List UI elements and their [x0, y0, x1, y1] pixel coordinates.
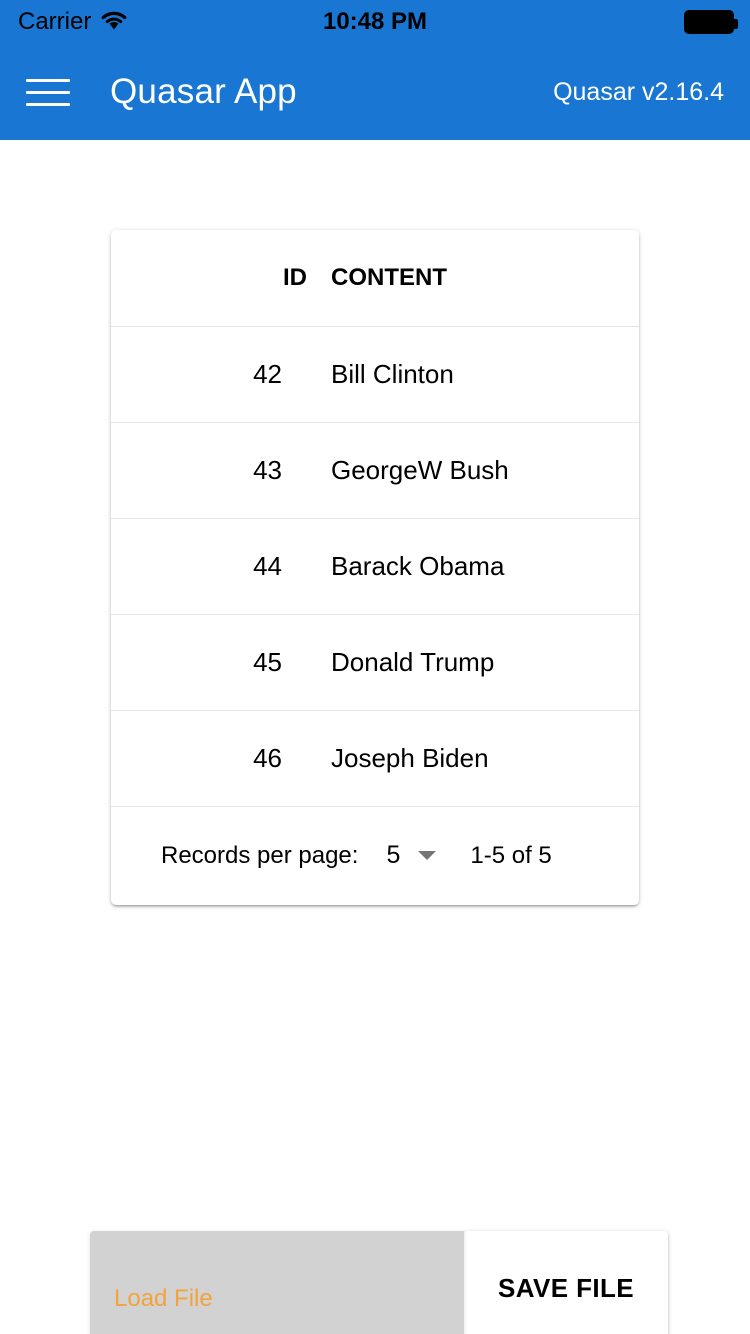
cell-id: 42 [111, 326, 307, 422]
cell-id: 45 [111, 614, 307, 710]
carrier-label: Carrier [18, 8, 92, 35]
cell-content: Donald Trump [307, 614, 639, 710]
status-bar [0, 0, 750, 44]
version-label: Quasar v2.16.4 [553, 77, 724, 106]
app-toolbar [0, 44, 750, 140]
column-header-content[interactable]: CONTENT [307, 230, 639, 326]
menu-line [26, 79, 70, 82]
action-button-row [90, 1231, 668, 1334]
menu-line [26, 103, 70, 106]
data-table-card [111, 230, 639, 905]
status-bar-clock: 10:48 PM [322, 8, 428, 35]
page-content [0, 140, 750, 1334]
table-header-row [111, 230, 639, 326]
cell-id: 46 [111, 710, 307, 806]
cell-content: Barack Obama [307, 518, 639, 614]
chevron-down-icon [418, 851, 436, 860]
table-row[interactable] [111, 518, 639, 614]
cell-id: 44 [111, 518, 307, 614]
records-per-page-select[interactable] [386, 841, 436, 870]
pagination-range-label: 1-5 of 5 [470, 841, 552, 869]
table-row[interactable] [111, 614, 639, 710]
table-pagination [111, 807, 639, 905]
table-row[interactable] [111, 326, 639, 422]
load-file-label: Load File [114, 1285, 213, 1312]
menu-line [26, 91, 70, 94]
battery-full-icon [684, 10, 734, 34]
records-per-page-label: Records per page: [161, 841, 359, 869]
save-file-button[interactable]: SAVE FILE [464, 1231, 668, 1334]
cell-content: Bill Clinton [307, 326, 639, 422]
data-table [111, 230, 639, 807]
table-head [111, 230, 639, 326]
page-title: Quasar App [110, 72, 297, 111]
cell-id: 43 [111, 422, 307, 518]
table-row[interactable] [111, 422, 639, 518]
load-file-button[interactable] [90, 1231, 464, 1334]
cell-content: GeorgeW Bush [307, 422, 639, 518]
column-header-id[interactable]: ID [111, 230, 307, 326]
cell-content: Joseph Biden [307, 710, 639, 806]
table-row[interactable] [111, 710, 639, 806]
hamburger-menu-icon[interactable] [26, 66, 78, 118]
status-bar-right [684, 0, 734, 44]
records-per-page-value: 5 [386, 841, 401, 869]
table-body [111, 326, 639, 806]
